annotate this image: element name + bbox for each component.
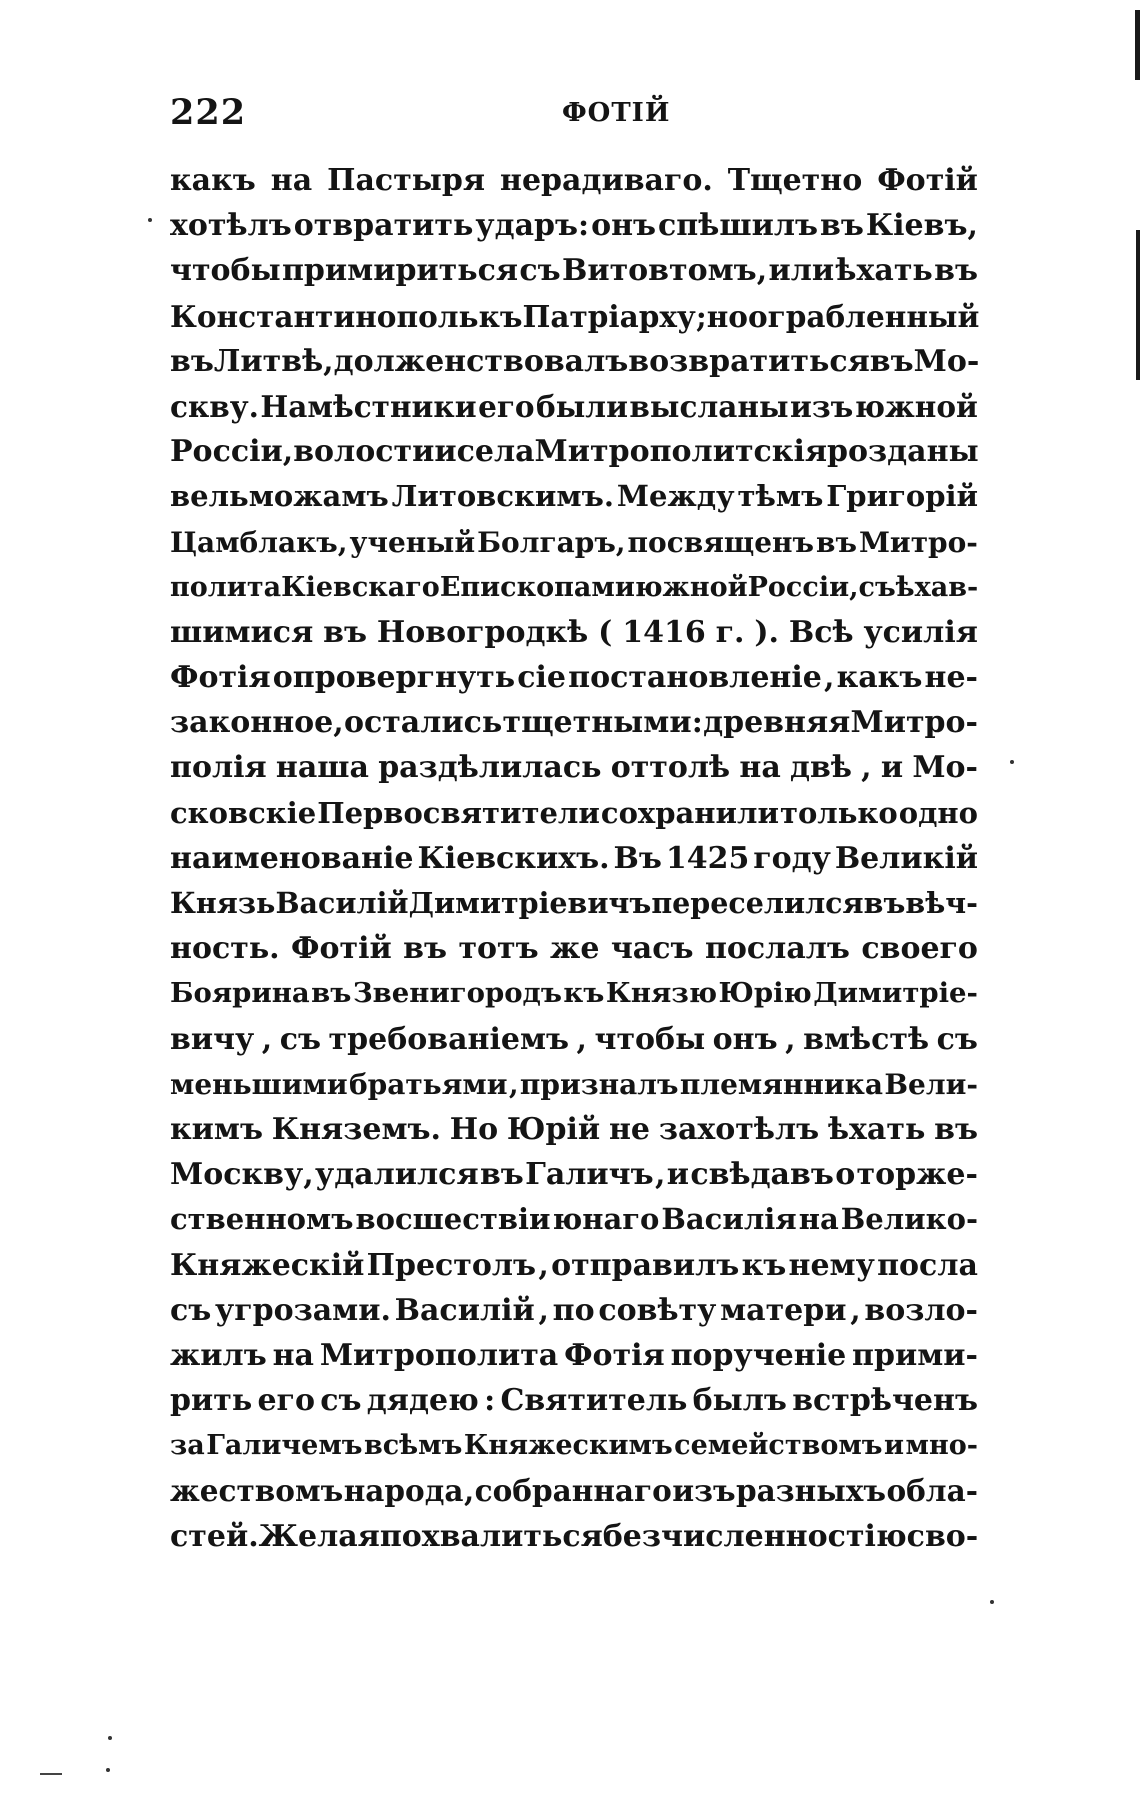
word: , <box>261 1021 273 1057</box>
word: одно <box>898 795 978 830</box>
word: въ <box>816 525 857 559</box>
text-line <box>170 1243 978 1288</box>
text-line <box>170 745 978 790</box>
word: тщетными <box>502 705 692 741</box>
word: возвратиться <box>628 343 870 379</box>
word: или <box>768 253 835 289</box>
word: Новогродкѣ <box>376 614 589 650</box>
word: Василій <box>275 886 409 920</box>
word: Фотія <box>564 1337 665 1373</box>
word: Митрополитскія <box>534 434 828 470</box>
word: не- <box>924 660 978 696</box>
word: Мо- <box>913 343 980 379</box>
word: южной <box>634 571 748 603</box>
word: на <box>798 1202 839 1237</box>
word: и <box>883 1430 905 1462</box>
binding-edge-mark <box>1135 10 1140 80</box>
scan-speck <box>108 1736 112 1740</box>
text-line <box>170 1333 978 1378</box>
word: усилія <box>863 614 978 650</box>
word: съ <box>519 253 561 289</box>
word: Намѣстники <box>260 388 477 424</box>
word: рить <box>170 1383 253 1419</box>
word: Между <box>616 479 735 514</box>
word: Кіевскихъ. <box>417 840 610 876</box>
word: г. <box>715 614 745 650</box>
word: послалъ <box>704 931 850 967</box>
word: нему <box>788 1247 875 1283</box>
word: ѣхать <box>827 1111 926 1147</box>
word: Боярина <box>170 977 310 1010</box>
text-line <box>170 520 978 565</box>
word: призналъ <box>519 1067 679 1101</box>
word: села <box>456 434 535 470</box>
word: возло- <box>864 1292 978 1328</box>
word: южной <box>854 388 978 424</box>
word: ственномъ <box>170 1202 354 1237</box>
word: ученый <box>349 525 476 559</box>
word: 1416 <box>622 614 706 650</box>
word: Великій <box>834 840 978 876</box>
text-line <box>170 339 978 384</box>
word: Юрій <box>506 1111 601 1147</box>
word: безчисленностію <box>602 1518 907 1554</box>
word: долженствовалъ <box>333 343 629 379</box>
word: отвратить <box>293 208 474 244</box>
word: спѣшилъ <box>658 208 819 244</box>
word: Юрію <box>718 977 812 1010</box>
word: мно- <box>905 1430 978 1462</box>
word: жествомъ <box>170 1473 344 1509</box>
word: по <box>552 1292 595 1328</box>
word: племянника <box>679 1067 884 1101</box>
word: Князю <box>605 977 718 1010</box>
word: въ <box>934 1111 978 1147</box>
word: Константинополь <box>170 298 479 334</box>
word: , <box>463 1473 475 1509</box>
word: Епископами <box>439 571 635 603</box>
word: полита <box>170 571 282 603</box>
word: Но <box>449 1111 499 1147</box>
text-line <box>170 1514 978 1559</box>
word: древняя <box>703 705 851 741</box>
word: шимися <box>170 614 314 650</box>
word: Княжескій <box>170 1247 365 1283</box>
text-line <box>170 248 978 293</box>
word: Патріарху <box>522 298 696 334</box>
word: законное, <box>170 705 344 741</box>
word: вичу <box>170 1021 255 1057</box>
text-line <box>170 565 978 610</box>
word: Григорій <box>826 479 978 514</box>
word: волости <box>293 434 435 470</box>
word: Болгаръ, <box>477 525 626 559</box>
text-line <box>170 1288 978 1333</box>
page-header <box>170 92 980 142</box>
word: чтобы <box>170 253 281 289</box>
word: какъ <box>836 660 923 696</box>
text-line <box>170 294 978 339</box>
word: удалился <box>314 1157 479 1193</box>
word: : <box>691 705 703 741</box>
word: Галичемъ <box>206 1430 363 1462</box>
word: Кіевскаго <box>281 571 440 603</box>
word: собраннаго <box>474 1473 672 1509</box>
word: Кіевъ, <box>865 208 978 244</box>
text-line <box>170 700 978 745</box>
word: въ <box>170 343 214 379</box>
word: съ <box>936 1021 978 1057</box>
word: Митро- <box>850 705 978 741</box>
body-text <box>170 158 978 1559</box>
word: были <box>536 388 628 424</box>
word: на <box>272 1337 314 1373</box>
word: Святитель <box>500 1383 688 1419</box>
word: ; <box>695 298 707 334</box>
word: , <box>824 660 835 696</box>
word: Литовскимъ. <box>391 479 614 514</box>
word: Димитріевичъ <box>408 886 652 920</box>
word: меньшими <box>170 1067 348 1101</box>
word: примириться <box>281 253 519 289</box>
word: только <box>779 795 898 830</box>
word: Въ <box>613 840 662 876</box>
word: не <box>608 1111 651 1147</box>
scan-speck <box>990 1600 994 1604</box>
scan-speck <box>106 1768 110 1772</box>
text-line <box>170 158 978 203</box>
scan-speck <box>148 218 152 222</box>
word: Первосвятители <box>317 795 600 830</box>
text-line <box>170 1062 978 1107</box>
text-line <box>170 1107 978 1152</box>
word: часъ <box>610 931 694 967</box>
word: и <box>880 750 904 786</box>
scan-speck <box>1010 760 1014 764</box>
word: Вели- <box>884 1067 978 1101</box>
word: къ <box>478 298 523 334</box>
word: въ <box>934 253 978 289</box>
text-line <box>170 610 978 655</box>
word: стей. <box>170 1518 259 1554</box>
word: Желая <box>258 1518 380 1554</box>
word: онъ <box>591 208 657 244</box>
scan-dash <box>40 1773 62 1775</box>
word: угрозами. <box>215 1292 391 1328</box>
word: въ <box>403 931 448 967</box>
word: высланы <box>629 388 789 424</box>
word: въ <box>479 1157 524 1193</box>
word: переселился <box>651 886 864 920</box>
word: матери <box>720 1292 847 1328</box>
word: юнаго <box>552 1202 660 1237</box>
word: братьями <box>348 1067 508 1101</box>
word: ударъ: <box>475 208 590 244</box>
word: ). <box>754 614 779 650</box>
text-line <box>170 1468 978 1513</box>
word: двѣ <box>790 750 852 786</box>
word: вмѣстѣ <box>803 1021 930 1057</box>
word: въ <box>311 977 352 1010</box>
word: Княземъ. <box>271 1111 441 1147</box>
word: изъ <box>789 388 854 424</box>
word: онъ <box>712 1021 778 1057</box>
word: ность. <box>170 931 280 967</box>
word: ограбленный <box>748 298 980 334</box>
word: съ <box>279 1021 322 1057</box>
word: къ <box>563 977 605 1010</box>
word: 1425 <box>665 840 750 876</box>
word: восшествіи <box>355 1202 551 1237</box>
text-line <box>170 1017 978 1062</box>
word: къ <box>741 1247 787 1283</box>
word: встрѣченъ <box>792 1383 978 1419</box>
word: и <box>666 1157 690 1193</box>
word: вѣч- <box>905 886 978 920</box>
text-line <box>170 474 978 519</box>
word: оттолѣ <box>610 750 731 786</box>
word: свѣдавъ <box>690 1157 834 1193</box>
word: сковскіе <box>170 795 317 830</box>
word: , <box>654 1157 666 1193</box>
word: же <box>550 931 600 967</box>
word: Фотія <box>170 660 271 696</box>
word: хотѣлъ <box>170 208 292 244</box>
word: порученіе <box>670 1337 847 1373</box>
word: Витовтомъ, <box>561 253 768 289</box>
word: народа <box>343 1473 464 1509</box>
word: чтобы <box>594 1021 706 1057</box>
word: : <box>484 1383 496 1419</box>
word: году <box>753 840 831 876</box>
word: Князь <box>170 886 276 920</box>
word: вельможамъ <box>170 479 389 514</box>
word: сіе <box>517 660 566 696</box>
word: захотѣлъ <box>658 1111 820 1147</box>
text-line <box>170 1152 978 1197</box>
word: въ <box>820 208 864 244</box>
word: Димитріе- <box>813 977 978 1010</box>
word: съѣхав- <box>858 571 979 603</box>
text-line <box>170 1423 978 1468</box>
word: тѣмъ <box>737 479 824 514</box>
word: Всѣ <box>788 614 854 650</box>
binding-edge-mark <box>1136 230 1140 380</box>
word: посвященъ <box>627 525 814 559</box>
word: Престолъ <box>366 1247 537 1283</box>
word: прими- <box>852 1337 978 1373</box>
word: Галичъ <box>525 1157 654 1193</box>
word: посла <box>877 1247 978 1283</box>
word: похвалиться <box>379 1518 603 1554</box>
text-line <box>170 836 978 881</box>
word: за <box>170 1430 205 1462</box>
word: нерадиваго. <box>499 163 713 198</box>
text-line <box>170 971 978 1016</box>
word: Фотій <box>877 163 978 198</box>
word: Звенигородъ <box>352 977 562 1010</box>
word: Василій <box>394 1292 535 1328</box>
word: съ <box>170 1292 212 1328</box>
word: въ <box>869 343 914 379</box>
word: совѣту <box>598 1292 717 1328</box>
word: своего <box>861 931 978 967</box>
word: Цамблакъ, <box>170 525 348 559</box>
word: его <box>257 1383 315 1419</box>
word: семействомъ <box>674 1430 883 1462</box>
text-line <box>170 1197 978 1242</box>
word: , <box>861 750 872 786</box>
word: съ <box>320 1383 362 1419</box>
word: ( <box>598 614 613 650</box>
word: Тщетно <box>727 163 863 198</box>
word: обла- <box>886 1473 978 1509</box>
word: Россіи, <box>747 571 859 603</box>
text-line <box>170 881 978 926</box>
word: изъ <box>672 1473 736 1509</box>
word: сво- <box>906 1518 979 1554</box>
word: о <box>835 1157 856 1193</box>
text-line <box>170 203 978 248</box>
word: но <box>706 298 748 334</box>
word: раздѣлилась <box>378 750 602 786</box>
word: опровергнуть <box>272 660 516 696</box>
word: требованіемъ <box>328 1021 570 1057</box>
word: , <box>508 1067 519 1101</box>
word: всѣмъ <box>363 1430 463 1462</box>
word: , <box>785 1021 796 1057</box>
word: Москву, <box>170 1157 314 1193</box>
word: полія <box>170 750 267 786</box>
word: въ <box>863 886 906 920</box>
word: сохранили <box>600 795 779 830</box>
word: Митро- <box>858 525 978 559</box>
word: остались <box>343 705 503 741</box>
word: , <box>538 1292 549 1328</box>
word: разныхъ <box>736 1473 886 1509</box>
word: Литвѣ, <box>213 343 334 379</box>
word: Василія <box>661 1202 797 1237</box>
word: жилъ <box>170 1337 267 1373</box>
word: на <box>270 163 313 198</box>
word: Россіи, <box>170 434 294 470</box>
text-line <box>170 429 978 474</box>
word: скву. <box>170 388 259 424</box>
word: постановленіе <box>568 660 822 696</box>
word: отправилъ <box>551 1247 740 1283</box>
word: Мо- <box>912 750 978 786</box>
word: былъ <box>692 1383 787 1419</box>
word: на <box>739 750 781 786</box>
word: ѣхать <box>835 253 933 289</box>
word: его <box>478 388 535 424</box>
text-line <box>170 926 978 971</box>
text-line <box>170 1378 978 1423</box>
word: тотъ <box>458 931 539 967</box>
word: дядею <box>366 1383 479 1419</box>
word: Фотій <box>291 931 392 967</box>
word: наша <box>275 750 369 786</box>
word: розданы <box>827 434 979 470</box>
word: , <box>538 1247 549 1283</box>
text-line <box>170 384 978 429</box>
word: торже- <box>856 1157 978 1193</box>
text-line <box>170 791 978 836</box>
word: и <box>434 434 457 470</box>
word: наименованіе <box>170 840 414 876</box>
word: , <box>850 1292 861 1328</box>
word: Пастыря <box>327 163 485 198</box>
page-number: 222 <box>170 92 247 133</box>
word: кимъ <box>170 1111 263 1147</box>
text-line <box>170 655 978 700</box>
word: Митрополита <box>319 1337 559 1373</box>
word: Княжескимъ <box>463 1430 673 1462</box>
word: , <box>576 1021 587 1057</box>
word: Велико- <box>840 1202 978 1237</box>
word: какъ <box>170 163 256 198</box>
running-head: ФОТІЙ <box>562 98 671 128</box>
word: въ <box>323 614 367 650</box>
